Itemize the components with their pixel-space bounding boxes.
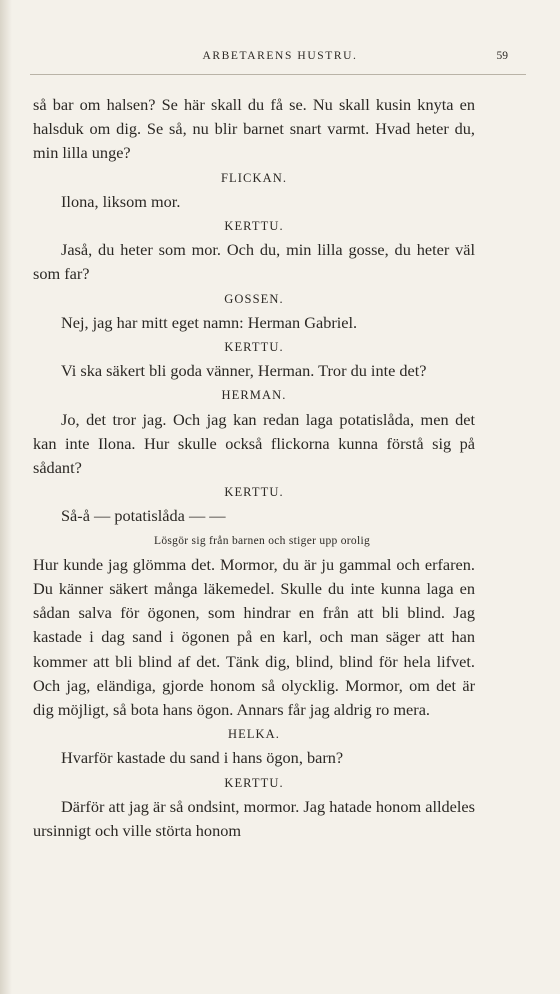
- speaker-name: KERTTU.: [224, 340, 284, 355]
- speaker-name: GOSSEN.: [224, 291, 284, 306]
- dialogue-paragraph: Ilona, liksom mor.: [61, 191, 181, 211]
- dialogue-paragraph: Vi ska säkert bli goda vänner, Herman. Tror du inte det?: [61, 361, 427, 381]
- dialogue-paragraph: Hvarför kastade du sand i hans ögon, barn?: [61, 748, 344, 768]
- dialogue-paragraph: Nej, jag har mitt eget namn: Herman Gabriel.: [61, 312, 358, 332]
- speaker-name: FLICKAN.: [220, 170, 288, 185]
- speaker-name: KERTTU.: [224, 775, 284, 790]
- running-title: ARBETARENS HUSTRU.: [202, 50, 358, 62]
- page-text: [33, 93, 475, 843]
- page-number: 59: [496, 50, 508, 62]
- running-header: [30, 50, 530, 70]
- speaker-name: HELKA.: [227, 727, 281, 742]
- dialogue-paragraph: Jo, det tror jag. Och jag kan redan laga potatislåda, men det kan inte Ilona. Hur skulle också flickorna kunna förstå sig på sådant?: [33, 409, 475, 478]
- speaker-name: KERTTU.: [224, 219, 284, 234]
- header-rule: [30, 74, 526, 75]
- speaker-name: HERMAN.: [221, 388, 287, 403]
- speaker-name: KERTTU.: [224, 485, 284, 500]
- stage-direction: Lösgör sig från barnen och stiger upp orolig: [154, 534, 370, 547]
- page-binding-edge: [0, 0, 12, 994]
- dialogue-paragraph: Så-å — potatislåda — —: [61, 506, 226, 526]
- dialogue-paragraph: Hur kunde jag glömma det. Mormor, du är ju gammal och erfaren. Du känner säkert många läkemedel. Skulle du inte kunna laga en sådan salva för ögonen, som hindrar en från att bli blind. Jag kastade i dag sand i ögonen på en karl, och man säger att han kommer att bli blind af det. Tänk dig, blind, blind för hela lifvet. Och jag, eländiga, gjorde honom så olycklig. Mormor, om det är dig möjligt, så bota hans ögon. Annars får jag aldrig ro mera.: [33, 554, 475, 720]
- dialogue-paragraph: Jaså, du heter som mor. Och du, min lilla gosse, du heter väl som far?: [33, 240, 475, 284]
- dialogue-paragraph: Därför att jag är så ondsint, mormor. Jag hatade honom alldeles ursinnigt och ville störta honom: [33, 796, 475, 841]
- dialogue-paragraph: så bar om halsen? Se här skall du få se. Nu skall kusin knyta en halsduk om dig. Se så, nu blir barnet snart varmt. Hvad heter du, min lilla unge?: [33, 95, 475, 163]
